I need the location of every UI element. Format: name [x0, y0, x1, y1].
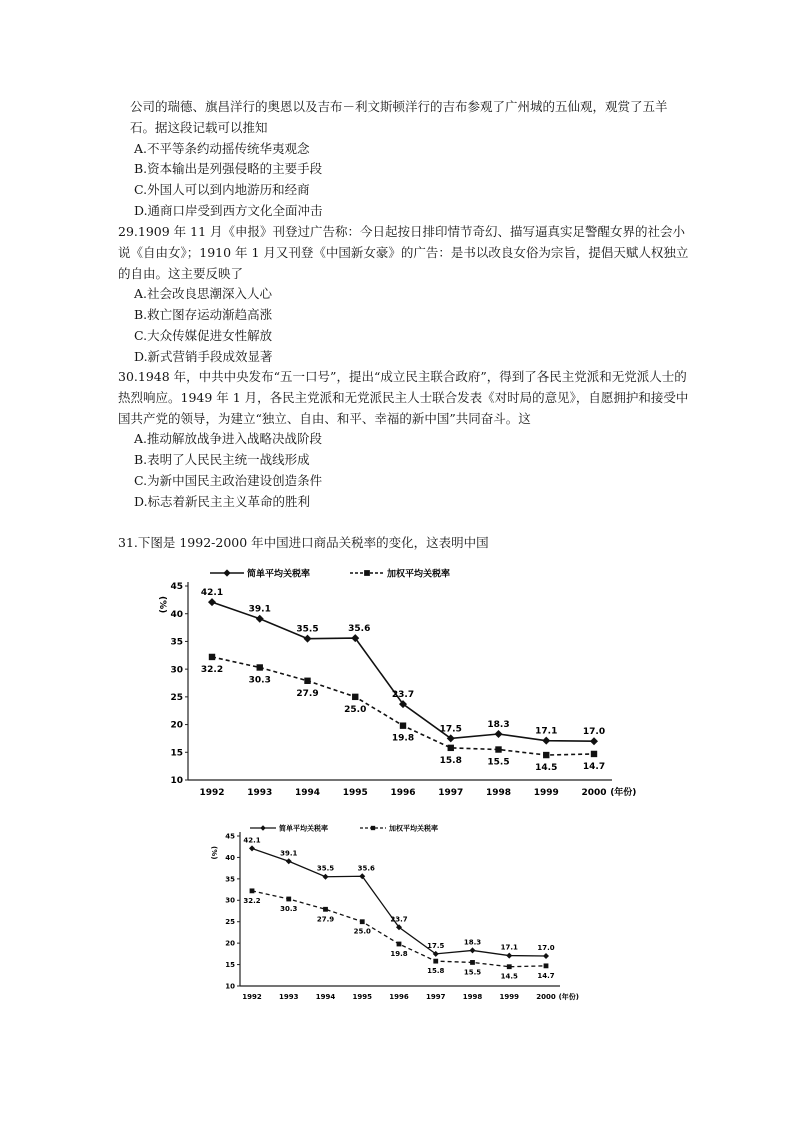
data-label: 27.9 [316, 915, 335, 924]
data-point-weighted [352, 694, 358, 700]
data-point-weighted [257, 664, 263, 670]
y-axis-label: (%) [210, 846, 218, 860]
data-label: 19.8 [391, 733, 415, 744]
q30-option-c: C.为新中国民主政治建设创造条件 [134, 472, 323, 488]
y-tick-label: 25 [225, 918, 235, 927]
data-label: 17.5 [439, 724, 462, 735]
data-label: 32.2 [243, 896, 261, 905]
data-point-simple [506, 953, 512, 959]
x-tick-label: 1997 [438, 788, 464, 798]
x-tick-label: 1996 [389, 993, 409, 1001]
data-point-simple [542, 737, 550, 745]
x-tick-label: 1994 [294, 788, 321, 798]
data-point-weighted [507, 964, 512, 969]
data-label: 30.3 [248, 675, 271, 686]
data-label: 35.6 [348, 624, 371, 635]
data-label: 35.6 [357, 864, 375, 873]
data-label: 42.1 [243, 836, 261, 845]
data-point-simple [590, 737, 598, 745]
legend-marker [364, 570, 370, 576]
y-tick-label: 10 [225, 982, 235, 991]
data-point-simple [249, 845, 255, 851]
x-tick-label: 1992 [199, 788, 225, 798]
data-label: 17.5 [427, 941, 445, 950]
legend-marker [223, 569, 230, 576]
data-label: 15.8 [439, 755, 462, 766]
data-label: 25.0 [344, 704, 367, 715]
data-label: 35.5 [316, 864, 335, 873]
data-label: 14.5 [535, 763, 558, 774]
x-tick-label: 1999 [499, 993, 519, 1001]
y-axis-label: (%) [157, 596, 167, 614]
y-tick-label: 35 [225, 875, 235, 884]
q29-option-b: B.救亡图存运动渐趋高涨 [134, 307, 273, 323]
data-point-simple [323, 874, 329, 880]
data-label: 32.2 [200, 664, 224, 675]
q28-stem: 公司的瑞德、旗昌洋行的奥恩以及吉布－利文斯顿洋行的吉布参观了广州城的五仙观，观赏了五羊石。据这段记载可以推知 [130, 99, 668, 135]
data-point-simple [470, 947, 476, 953]
y-tick-label: 35 [170, 637, 183, 648]
data-label: 39.1 [280, 849, 298, 858]
y-tick-label: 40 [225, 853, 235, 862]
legend-label: 加权平均关税率 [389, 824, 438, 833]
tariff-chart-large [150, 560, 660, 805]
x-tick-label: 1994 [315, 993, 336, 1001]
y-tick-label: 40 [170, 609, 183, 620]
data-label: 17.1 [500, 943, 518, 952]
y-tick-label: 45 [170, 582, 183, 593]
x-axis-unit: (年份) [610, 788, 637, 798]
y-tick-label: 30 [225, 896, 235, 905]
y-tick-label: 15 [170, 748, 183, 759]
data-point-weighted [470, 960, 475, 965]
data-label: 17.0 [537, 944, 555, 952]
q29-option-c: C.大众传媒促进女性解放 [134, 327, 273, 343]
data-point-weighted [360, 919, 365, 924]
data-point-weighted [397, 942, 402, 947]
legend-label: 加权平均关税率 [387, 569, 451, 580]
x-tick-label: 1998 [485, 788, 512, 798]
y-tick-label: 30 [170, 665, 183, 676]
x-axis-unit: (年份) [558, 993, 580, 1001]
q29-option-a: A.社会改良思潮深入人心 [134, 286, 273, 302]
data-point-weighted [250, 888, 255, 893]
data-point-simple [543, 953, 549, 959]
x-tick-label: 1996 [390, 788, 416, 798]
data-label: 27.9 [296, 688, 319, 699]
data-point-weighted [448, 745, 454, 751]
x-tick-label: 1999 [533, 788, 559, 798]
y-tick-label: 10 [170, 776, 183, 787]
legend-marker [260, 825, 265, 830]
q29-stem: 29.1909 年 11 月《申报》刊登过广告称：今日起按日排印情节奇幻、描写逼真实足警醒女界的社会小说《自由女》；1910 年 1 月又刊登《中国新女豪》的广告：是书以改良女俗为宗旨，提倡天赋人权独立的自由。这主要反映了 [118, 224, 689, 281]
data-label: 30.3 [280, 905, 298, 913]
legend-marker [371, 826, 375, 830]
data-point-weighted [400, 722, 406, 728]
q28-option-b: B.资本输出是列强侵略的主要手段 [134, 161, 323, 177]
data-point-weighted [323, 907, 328, 912]
data-label: 42.1 [200, 588, 224, 599]
x-tick-label: 1995 [342, 788, 368, 798]
x-tick-label: 1993 [247, 788, 273, 798]
y-tick-label: 45 [225, 832, 235, 841]
data-label: 17.1 [535, 726, 558, 737]
x-tick-label: 2000 [581, 788, 607, 798]
data-label: 14.5 [500, 972, 518, 981]
y-tick-label: 25 [170, 693, 183, 704]
data-point-simple [495, 730, 503, 738]
series-line-1 [212, 602, 594, 741]
data-point-weighted [286, 897, 291, 902]
q31-stem: 31.下图是 1992-2000 年中国进口商品关税率的变化，这表明中国 [118, 535, 489, 550]
data-point-weighted [495, 746, 501, 752]
x-tick-label: 2000 [536, 993, 556, 1001]
q28-block [130, 97, 690, 222]
data-label: 17.0 [582, 727, 606, 738]
q29-block [118, 222, 690, 368]
legend-label: 简单平均关税率 [279, 824, 328, 833]
q31-block [118, 533, 690, 554]
data-label: 35.5 [296, 624, 319, 635]
legend-label: 简单平均关税率 [247, 569, 311, 580]
series-line-1 [252, 848, 546, 956]
q30-option-a: A.推动解放战争进入战略决战阶段 [134, 431, 323, 447]
q30-option-d: D.标志着新民主主义革命的胜利 [134, 493, 311, 509]
data-label: 15.8 [427, 967, 445, 976]
data-label: 15.5 [463, 968, 482, 977]
y-tick-label: 15 [225, 961, 235, 970]
x-tick-label: 1998 [462, 993, 483, 1001]
data-label: 18.3 [487, 719, 510, 730]
x-tick-label: 1997 [426, 993, 446, 1001]
q30-stem: 30.1948 年，中共中央发布“五一口号”，提出“成立民主联合政府”，得到了各民主党派和无党派人士的热烈响应。1949 年 1 月，各民主党派和无党派民主人士联合发表《对时局的意见》，自愿拥护和接受中国共产党的领导，为建立“独立、自由、和平、幸福的新中国”共同奋斗。这 [118, 369, 689, 426]
data-point-weighted [543, 752, 549, 758]
data-label: 14.7 [537, 971, 555, 980]
data-point-weighted [304, 678, 310, 684]
y-tick-label: 20 [225, 939, 235, 948]
x-tick-label: 1995 [352, 993, 372, 1001]
data-point-simple [256, 615, 264, 623]
q28-option-a: A.不平等条约动摇传统华夷观念 [134, 140, 310, 156]
x-tick-label: 1992 [242, 993, 262, 1001]
data-label: 19.8 [390, 950, 408, 958]
q29-option-d: D.新式营销手段成效显著 [134, 348, 273, 364]
q28-option-c: C.外国人可以到内地游历和经商 [134, 182, 310, 198]
q30-block [118, 367, 690, 513]
data-label: 18.3 [463, 938, 482, 947]
data-point-simple [208, 598, 216, 606]
data-label: 14.7 [582, 761, 606, 772]
x-tick-label: 1993 [279, 993, 299, 1001]
q30-option-b: B.表明了人民民主统一战线形成 [134, 452, 310, 468]
data-label: 23.7 [390, 915, 408, 924]
data-point-weighted [209, 654, 215, 660]
data-label: 15.5 [487, 757, 510, 768]
data-point-weighted [591, 751, 597, 757]
data-label: 39.1 [248, 604, 271, 615]
tariff-chart-small [200, 818, 600, 1008]
data-label: 25.0 [353, 927, 371, 936]
data-point-simple [286, 858, 292, 864]
data-point-simple [304, 635, 312, 643]
data-point-weighted [544, 963, 549, 968]
q28-option-d: D.通商口岸受到西方文化全面冲击 [134, 202, 323, 218]
y-tick-label: 20 [170, 720, 183, 731]
data-point-weighted [433, 959, 438, 964]
data-label: 23.7 [391, 690, 415, 701]
